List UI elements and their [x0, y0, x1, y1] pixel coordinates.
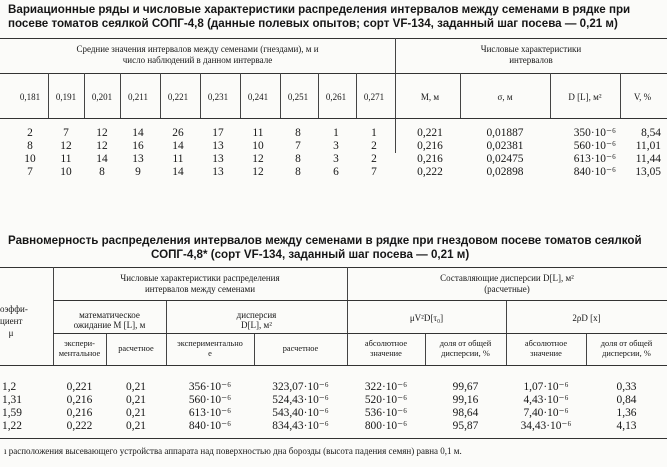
table2-disp-exp-header-line2: е: [208, 349, 212, 358]
table1-header-rule: [0, 73, 667, 74]
table1-count-cell: 10: [252, 140, 264, 152]
table1-stat-header: М, м: [420, 92, 440, 102]
table1-interval-header: 0,241: [247, 92, 269, 102]
table1-stat-cell: 0,01887: [486, 127, 524, 139]
table2-header-rule2: [53, 333, 667, 334]
table1-count-cell: 1: [371, 127, 377, 139]
table1-column-divider: [280, 73, 281, 118]
table1-interval-header: 0,261: [325, 92, 347, 102]
table1-stat-header: σ, м: [497, 92, 513, 102]
table1-count-cell: 11: [252, 127, 264, 139]
table1-count-cell: 14: [172, 166, 184, 178]
table1-count-cell: 2: [27, 127, 33, 139]
table2-group2-header-line2: (расчетные): [484, 284, 530, 294]
table1-column-divider: [48, 73, 49, 118]
table2-col0-header-line2: циент: [0, 316, 23, 326]
table1-stat-cell: 0,221: [417, 127, 443, 139]
table1-stat-cell: 0,222: [417, 166, 443, 178]
table2-cell: 1,31: [2, 394, 22, 406]
table1-stat-cell: 840·10⁻⁶: [573, 166, 616, 178]
table1-stat-header: D [L], м²: [568, 92, 602, 102]
table2-body-rule: [0, 365, 667, 366]
table1-column-divider: [356, 73, 357, 118]
table2-cell: 0,33: [616, 381, 637, 393]
table1-count-cell: 8: [99, 166, 105, 178]
table1-count-cell: 14: [172, 140, 184, 152]
table1-stat-cell: 0,02475: [486, 153, 524, 165]
table2-sub1-share-header-line1: доля от общей: [439, 339, 492, 348]
table1-count-cell: 2: [371, 140, 377, 152]
table1-count-cell: 7: [295, 140, 301, 152]
table1-count-cell: 1: [333, 127, 339, 139]
table1-count-cell: 17: [212, 127, 224, 139]
table1-column-divider: [620, 73, 621, 118]
table1-column-divider: [550, 73, 551, 118]
table1-stat-cell: 11,44: [635, 153, 661, 165]
table2-disp-exp-header-line1: экспериментально: [177, 339, 243, 348]
table2-sub2-header: 2ρD [x]: [572, 313, 601, 323]
table2-sub1-abs-header-line2: значение: [370, 349, 402, 358]
table1-stat-cell: 0,216: [417, 140, 443, 152]
table2-cell: 543,40·10⁻⁶: [272, 407, 329, 419]
table2-cell: 560·10⁻⁶: [188, 394, 232, 406]
table2-col0-header-line1: оэффи-: [0, 304, 28, 314]
table2-group1-header-line1: Числовые характеристики распределения: [120, 273, 280, 283]
table2-cell: 840·10⁻⁶: [188, 420, 232, 432]
table1-count-cell: 13: [212, 166, 224, 178]
table1-stat-cell: 0,02898: [486, 166, 524, 178]
table2-cell: 1,2: [2, 381, 17, 393]
table2-cell: 800·10⁻⁶: [364, 420, 408, 432]
table2-cell: 1,22: [2, 420, 22, 432]
table2-mo-exp-header-line1: экспери-: [64, 339, 95, 348]
table1-count-cell: 13: [212, 140, 224, 152]
table1-stat-cell: 560·10⁻⁶: [573, 140, 616, 152]
table1-right-group-header-line2: интервалов: [509, 55, 553, 65]
table2-cell: 0,21: [126, 420, 146, 432]
table1-count-cell: 12: [96, 127, 108, 139]
table2-cell: 1,36: [616, 407, 637, 419]
table2-sub2-share-header-line2: дисперсии, %: [602, 349, 651, 358]
table1-stat-cell: 11,01: [635, 140, 661, 152]
table2-cell: 0,216: [66, 394, 93, 406]
table2-sub1-share-header-line2: дисперсии, %: [441, 349, 490, 358]
table1-count-cell: 26: [172, 127, 184, 139]
table1-column-divider: [120, 73, 121, 118]
table1-count-cell: 3: [333, 140, 339, 152]
table1-interval-header: 0,221: [167, 92, 189, 102]
table2-cell: 1,07·10⁻⁶: [523, 381, 569, 393]
table1-count-cell: 12: [252, 153, 264, 165]
table2-disp-calc-header: расчетное: [282, 344, 319, 353]
table1-title-line1: Вариационные ряды и числовые характеристики распределения интервалов между семенами в рядке при: [8, 3, 631, 16]
table2-sub2-share-header-line1: доля от общей: [600, 339, 653, 348]
table2-disp-header-line1: дисперсия: [236, 310, 277, 320]
table2-cell: 834,43·10⁻⁶: [272, 420, 329, 432]
table1-column-divider: [200, 73, 201, 118]
table1-body-rule: [0, 118, 667, 119]
table1-count-cell: 8: [295, 153, 301, 165]
table1-count-cell: 9: [135, 166, 141, 178]
table2-cell: 0,222: [66, 420, 93, 432]
table1-left-group-header-line1: Средние значения интервалов между семенами (гнездами), м и: [76, 44, 319, 54]
table1-stat-cell: 0,02381: [486, 140, 524, 152]
table2-mo-header-line2: ожидание М [L], м: [73, 320, 146, 330]
table2-cell: 98,64: [452, 407, 479, 419]
table1-count-cell: 13: [212, 153, 224, 165]
table2-cell: 520·10⁻⁶: [364, 394, 408, 406]
table2-cell: 524,43·10⁻⁶: [272, 394, 329, 406]
table2-cell: 0,221: [66, 381, 93, 393]
table2-col0-header-line3: μ: [8, 328, 14, 338]
table1-column-divider: [318, 73, 319, 118]
table1-column-divider: [240, 73, 241, 118]
table1-stat-cell: 13,05: [635, 166, 661, 178]
table1-stat-cell: 613·10⁻⁶: [573, 153, 616, 165]
table1-column-divider: [84, 73, 85, 118]
table2-top-rule: [0, 267, 667, 268]
table2-cell: 322·10⁻⁶: [364, 381, 408, 393]
table2-sub2-abs-header-line2: значение: [530, 349, 562, 358]
table1-count-cell: 12: [60, 140, 72, 152]
table1-interval-header: 0,191: [55, 92, 77, 102]
table2-cell: 613·10⁻⁶: [188, 407, 232, 419]
table1-interval-header: 0,201: [91, 92, 113, 102]
table2-cell: 356·10⁻⁶: [188, 381, 232, 393]
table1-interval-header: 0,231: [207, 92, 229, 102]
table1-top-rule: [0, 38, 667, 39]
table2-cell: 0,21: [126, 394, 146, 406]
table2-cell: 4,43·10⁻⁶: [523, 394, 569, 406]
table1-interval-header: 0,251: [287, 92, 309, 102]
table1-count-cell: 6: [333, 166, 339, 178]
table2-cell: 0,216: [66, 407, 93, 419]
table1-title-line2: посеве томатов сеялкой СОПГ-4,8 (данные полевых опытов; сорт VF-134, заданный шаг посева — 0,21 м): [8, 17, 618, 30]
table1-count-cell: 8: [295, 127, 301, 139]
table2-group2-header-line1: Составляющие дисперсии D[L], м²: [440, 273, 574, 283]
table1-left-group-header-line2: число наблюдений в данном интервале: [122, 55, 273, 65]
table2-sub2-abs-header-line1: абсолютное: [524, 339, 568, 348]
table1-count-cell: 11: [172, 153, 184, 165]
table2-header-rule1: [53, 300, 667, 301]
table1-count-cell: 7: [27, 166, 33, 178]
table1-count-cell: 11: [60, 153, 72, 165]
table2-cell: 323,07·10⁻⁶: [272, 381, 329, 393]
table2-cell: 0,84: [616, 394, 637, 406]
footnote: ı расположения высевающего устройства аппарата над поверхностью дна борозды (высота падения семян) равна 0,1 м.: [4, 446, 462, 456]
table2-title-line1: Равномерность распределения интервалов между семенами в рядке при гнездовом посеве томатов сеялкой: [8, 234, 642, 247]
table2-cell: 95,87: [452, 420, 479, 432]
table2-mo-header-line1: математическое: [79, 310, 140, 320]
table2-mo-calc-header: расчетное: [118, 344, 154, 353]
table1-right-group-header-line1: Числовые характеристики: [480, 44, 582, 54]
table1-count-cell: 14: [96, 153, 108, 165]
table2-disp-header-line2: D[L], м²: [241, 320, 272, 330]
table1-interval-header: 0,211: [128, 92, 148, 102]
table2-sub1-abs-header-line1: абсолютное: [364, 339, 408, 348]
table1-count-cell: 14: [132, 127, 144, 139]
table2-cell: 7,40·10⁻⁶: [523, 407, 569, 419]
table2-group1-header-line2: интервалов между семенами: [144, 284, 256, 294]
table2-title-line2: СОПГ-4,8* (сорт VF-134, заданный шаг посева — 0,21 м): [151, 248, 470, 261]
table1-count-cell: 12: [96, 140, 108, 152]
table2-cell: 99,16: [452, 394, 479, 406]
table1-count-cell: 12: [252, 166, 264, 178]
table1-count-cell: 10: [60, 166, 72, 178]
table1-count-cell: 13: [132, 153, 144, 165]
table1-interval-header: 0,271: [363, 92, 385, 102]
table1-interval-header: 0,181: [19, 92, 41, 102]
table2-cell: 0,21: [126, 381, 146, 393]
table1-count-cell: 10: [24, 153, 36, 165]
table2-cell: 99,67: [452, 381, 479, 393]
table2-cell: 1,59: [2, 407, 22, 419]
table1-count-cell: 8: [27, 140, 33, 152]
table1-count-cell: 16: [132, 140, 144, 152]
table1-stat-header: V, %: [633, 92, 652, 102]
table2-cell: 0,21: [126, 407, 146, 419]
table2-bottom-rule: [0, 438, 667, 439]
table1-stat-cell: 350·10⁻⁶: [573, 127, 616, 139]
table1-stat-cell: 8,54: [641, 127, 661, 139]
table1-column-divider: [460, 73, 461, 118]
table2-cell: 34,43·10⁻⁶: [520, 420, 572, 432]
table1-count-cell: 7: [371, 166, 377, 178]
table2-cell: 536·10⁻⁶: [364, 407, 408, 419]
table1-stat-cell: 0,216: [417, 153, 443, 165]
table2-cell: 4,13: [616, 420, 637, 432]
table1-count-cell: 7: [63, 127, 69, 139]
table2-sub1-header: μV²D[τ₀]: [409, 313, 444, 323]
table1-count-cell: 3: [333, 153, 339, 165]
table1-count-cell: 8: [295, 166, 301, 178]
table2-mo-exp-header-line2: ментальное: [58, 349, 101, 358]
table1-count-cell: 2: [371, 153, 377, 165]
table1-column-divider: [160, 73, 161, 118]
